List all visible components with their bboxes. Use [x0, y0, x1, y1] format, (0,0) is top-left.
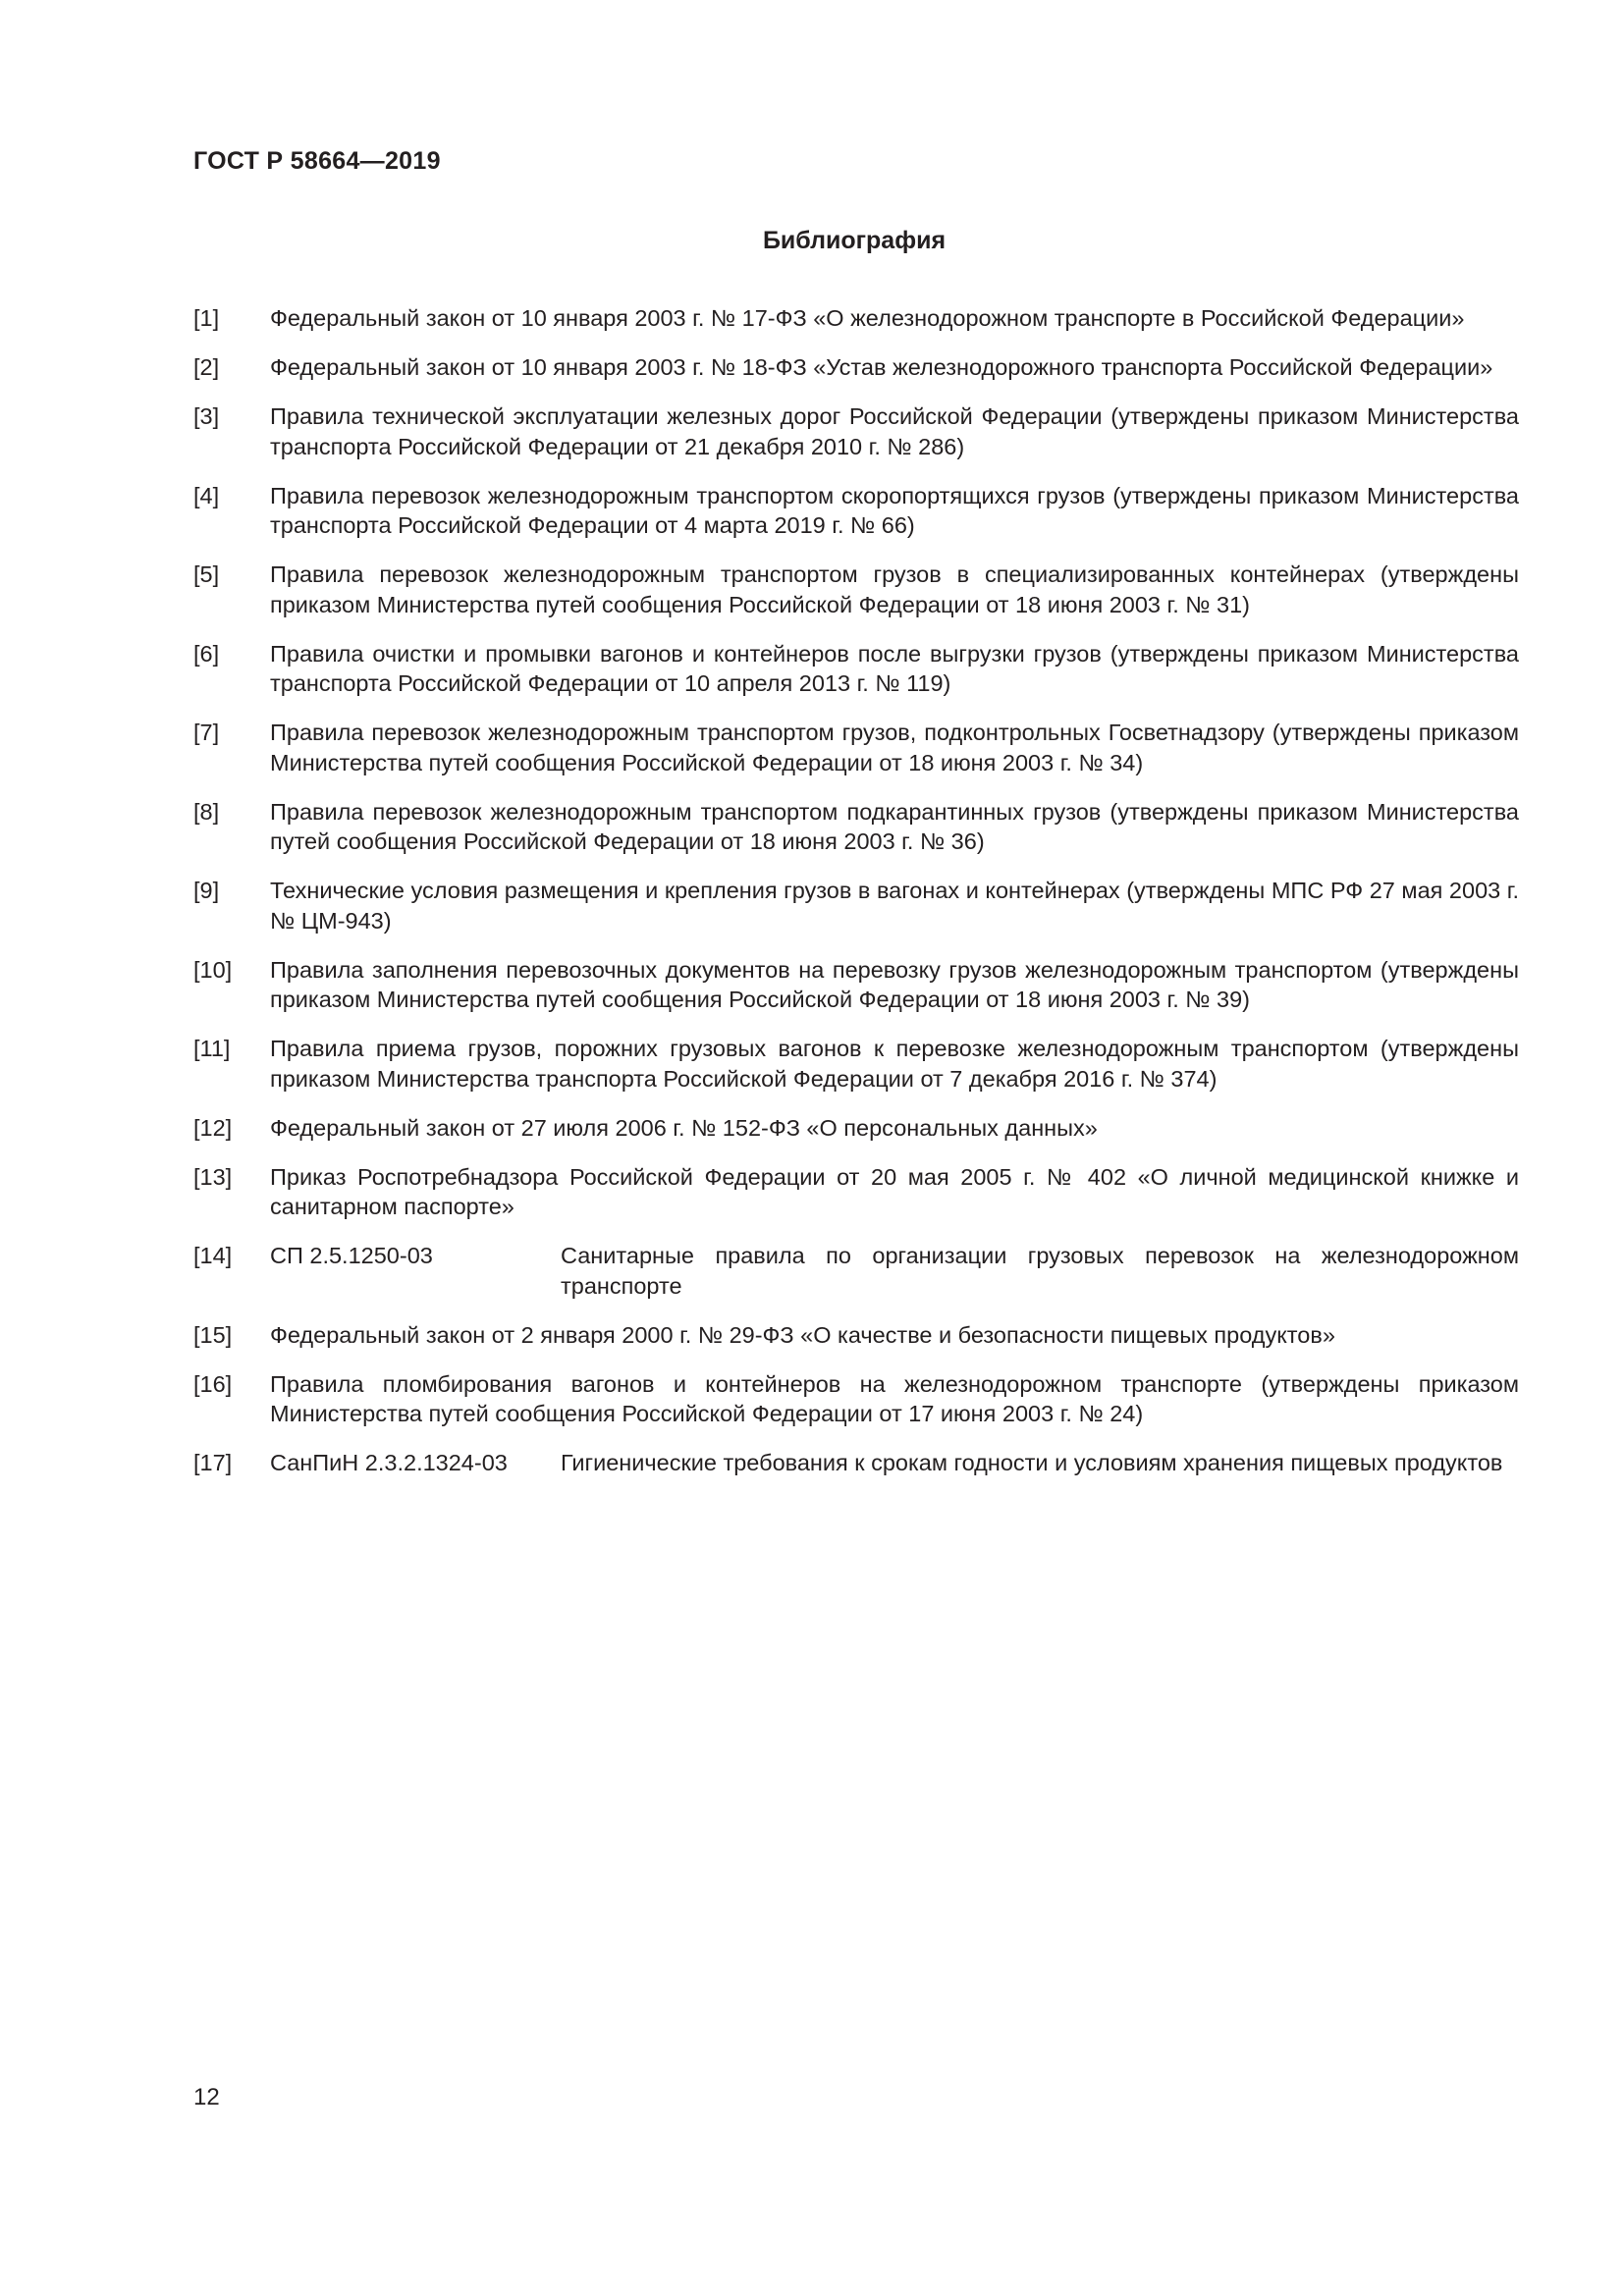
bibliography-entry — [193, 718, 1519, 777]
entry-number: [9] — [193, 878, 220, 903]
bibliography-entry — [193, 797, 1519, 857]
entry-text: Санитарные правила по организации грузовых перевозок на железнодорожном транспорте — [561, 1243, 1519, 1299]
bibliography-entry — [193, 1034, 1519, 1094]
entry-text: Правила перевозок железнодорожным транспортом подкарантинных грузов (утверждены приказом Министерства путей сообщения Российской Федерации от 18 июня 2003 г. № 36) — [270, 798, 1519, 854]
page-number: 12 — [193, 2084, 220, 2110]
entry-text: Федеральный закон от 10 января 2003 г. № 18-ФЗ «Устав железнодорожного транспорта Российской Федерации» — [270, 354, 1493, 380]
bibliography-entry — [193, 1162, 1519, 1222]
entry-text: Правила очистки и промывки вагонов и контейнеров после выгрузки грузов (утверждены приказом Министерства транспорта Российской Федерации от 10 апреля 2013 г. № 119) — [270, 640, 1519, 696]
entry-number: [3] — [193, 403, 220, 429]
entry-number: [5] — [193, 561, 220, 587]
entry-number: [8] — [193, 798, 220, 825]
bibliography-list — [193, 303, 1519, 1497]
entry-text: Правила перевозок железнодорожным транспортом грузов, подконтрольных Госветнадзору (утверждены приказом Министерства путей сообщения Российской Федерации от 18 июня 2003 г. № 34) — [270, 720, 1519, 775]
entry-code: СП 2.5.1250-03 — [270, 1243, 433, 1268]
bibliography-entry — [193, 1369, 1519, 1429]
entry-number: [4] — [193, 482, 220, 508]
bibliography-entry — [193, 1241, 1519, 1301]
bibliography-entry — [193, 1448, 1519, 1478]
entry-number: [10] — [193, 956, 233, 983]
entry-text: Правила перевозок железнодорожным транспортом скоропортящихся грузов (утверждены приказом Министерства транспорта Российской Федерации от 4 марта 2019 г. № 66) — [270, 482, 1519, 538]
entry-text: Федеральный закон от 27 июля 2006 г. № 152-ФЗ «О персональных данных» — [270, 1114, 1098, 1141]
entry-number: [17] — [193, 1450, 233, 1475]
bibliography-entry — [193, 481, 1519, 541]
entry-number: [1] — [193, 305, 220, 331]
entry-number: [2] — [193, 354, 220, 380]
entry-number: [13] — [193, 1163, 233, 1190]
entry-text: Правила пломбирования вагонов и контейнеров на железнодорожном транспорте (утверждены приказом Министерства путей сообщения Российской Федерации от 17 июня 2003 г. № 24) — [270, 1370, 1519, 1426]
document-code: ГОСТ Р 58664—2019 — [193, 147, 441, 175]
entry-number: [14] — [193, 1243, 233, 1268]
entry-text: Правила технической эксплуатации железных дорог Российской Федерации (утверждены приказом Министерства транспорта Российской Федерации от 21 декабря 2010 г. № 286) — [270, 403, 1519, 459]
entry-number: [11] — [193, 1036, 231, 1061]
entry-text: Гигиенические требования к срокам годности и условиям хранения пищевых продуктов — [561, 1450, 1503, 1475]
entry-text: Технические условия размещения и крепления грузов в вагонах и контейнерах (утверждены МПС РФ 27 мая 2003 г. № ЦМ-943) — [270, 878, 1519, 934]
entry-text: Федеральный закон от 10 января 2003 г. № 17-ФЗ «О железнодорожном транспорте в Российской Федерации» — [270, 305, 1465, 331]
bibliography-entry — [193, 1320, 1519, 1351]
entry-number: [6] — [193, 640, 220, 667]
bibliography-entry — [193, 352, 1519, 383]
bibliography-entry — [193, 303, 1519, 334]
entry-code: СанПиН 2.3.2.1324-03 — [270, 1450, 508, 1475]
entry-text: Приказ Роспотребнадзора Российской Федерации от 20 мая 2005 г. № 402 «О личной медицинской книжке и санитарном паспорте» — [270, 1163, 1519, 1219]
entry-number: [12] — [193, 1114, 233, 1141]
bibliography-entry — [193, 639, 1519, 699]
bibliography-entry — [193, 955, 1519, 1015]
entry-number: [7] — [193, 720, 220, 745]
entry-text: Правила перевозок железнодорожным транспортом грузов в специализированных контейнерах (утверждены приказом Министерства путей сообщения Российской Федерации от 18 июня 2003 г. № 31) — [270, 561, 1519, 617]
bibliography-entry — [193, 1113, 1519, 1144]
entry-text: Федеральный закон от 2 января 2000 г. № 29-ФЗ «О качестве и безопасности пищевых продуктов» — [270, 1321, 1335, 1348]
entry-number: [16] — [193, 1370, 233, 1397]
entry-text: Правила заполнения перевозочных документов на перевозку грузов железнодорожным транспортом (утверждены приказом Министерства путей сообщения Российской Федерации от 18 июня 2003 г. № 39) — [270, 956, 1519, 1012]
entry-text: Правила приема грузов, порожних грузовых вагонов к перевозке железнодорожным транспортом (утверждены приказом Министерства транспорта Российской Федерации от 7 декабря 2016 г. № 374) — [270, 1036, 1519, 1092]
section-title: Библиография — [762, 227, 947, 254]
entry-number: [15] — [193, 1321, 233, 1348]
bibliography-entry — [193, 876, 1519, 935]
bibliography-entry — [193, 560, 1519, 619]
bibliography-entry — [193, 401, 1519, 461]
